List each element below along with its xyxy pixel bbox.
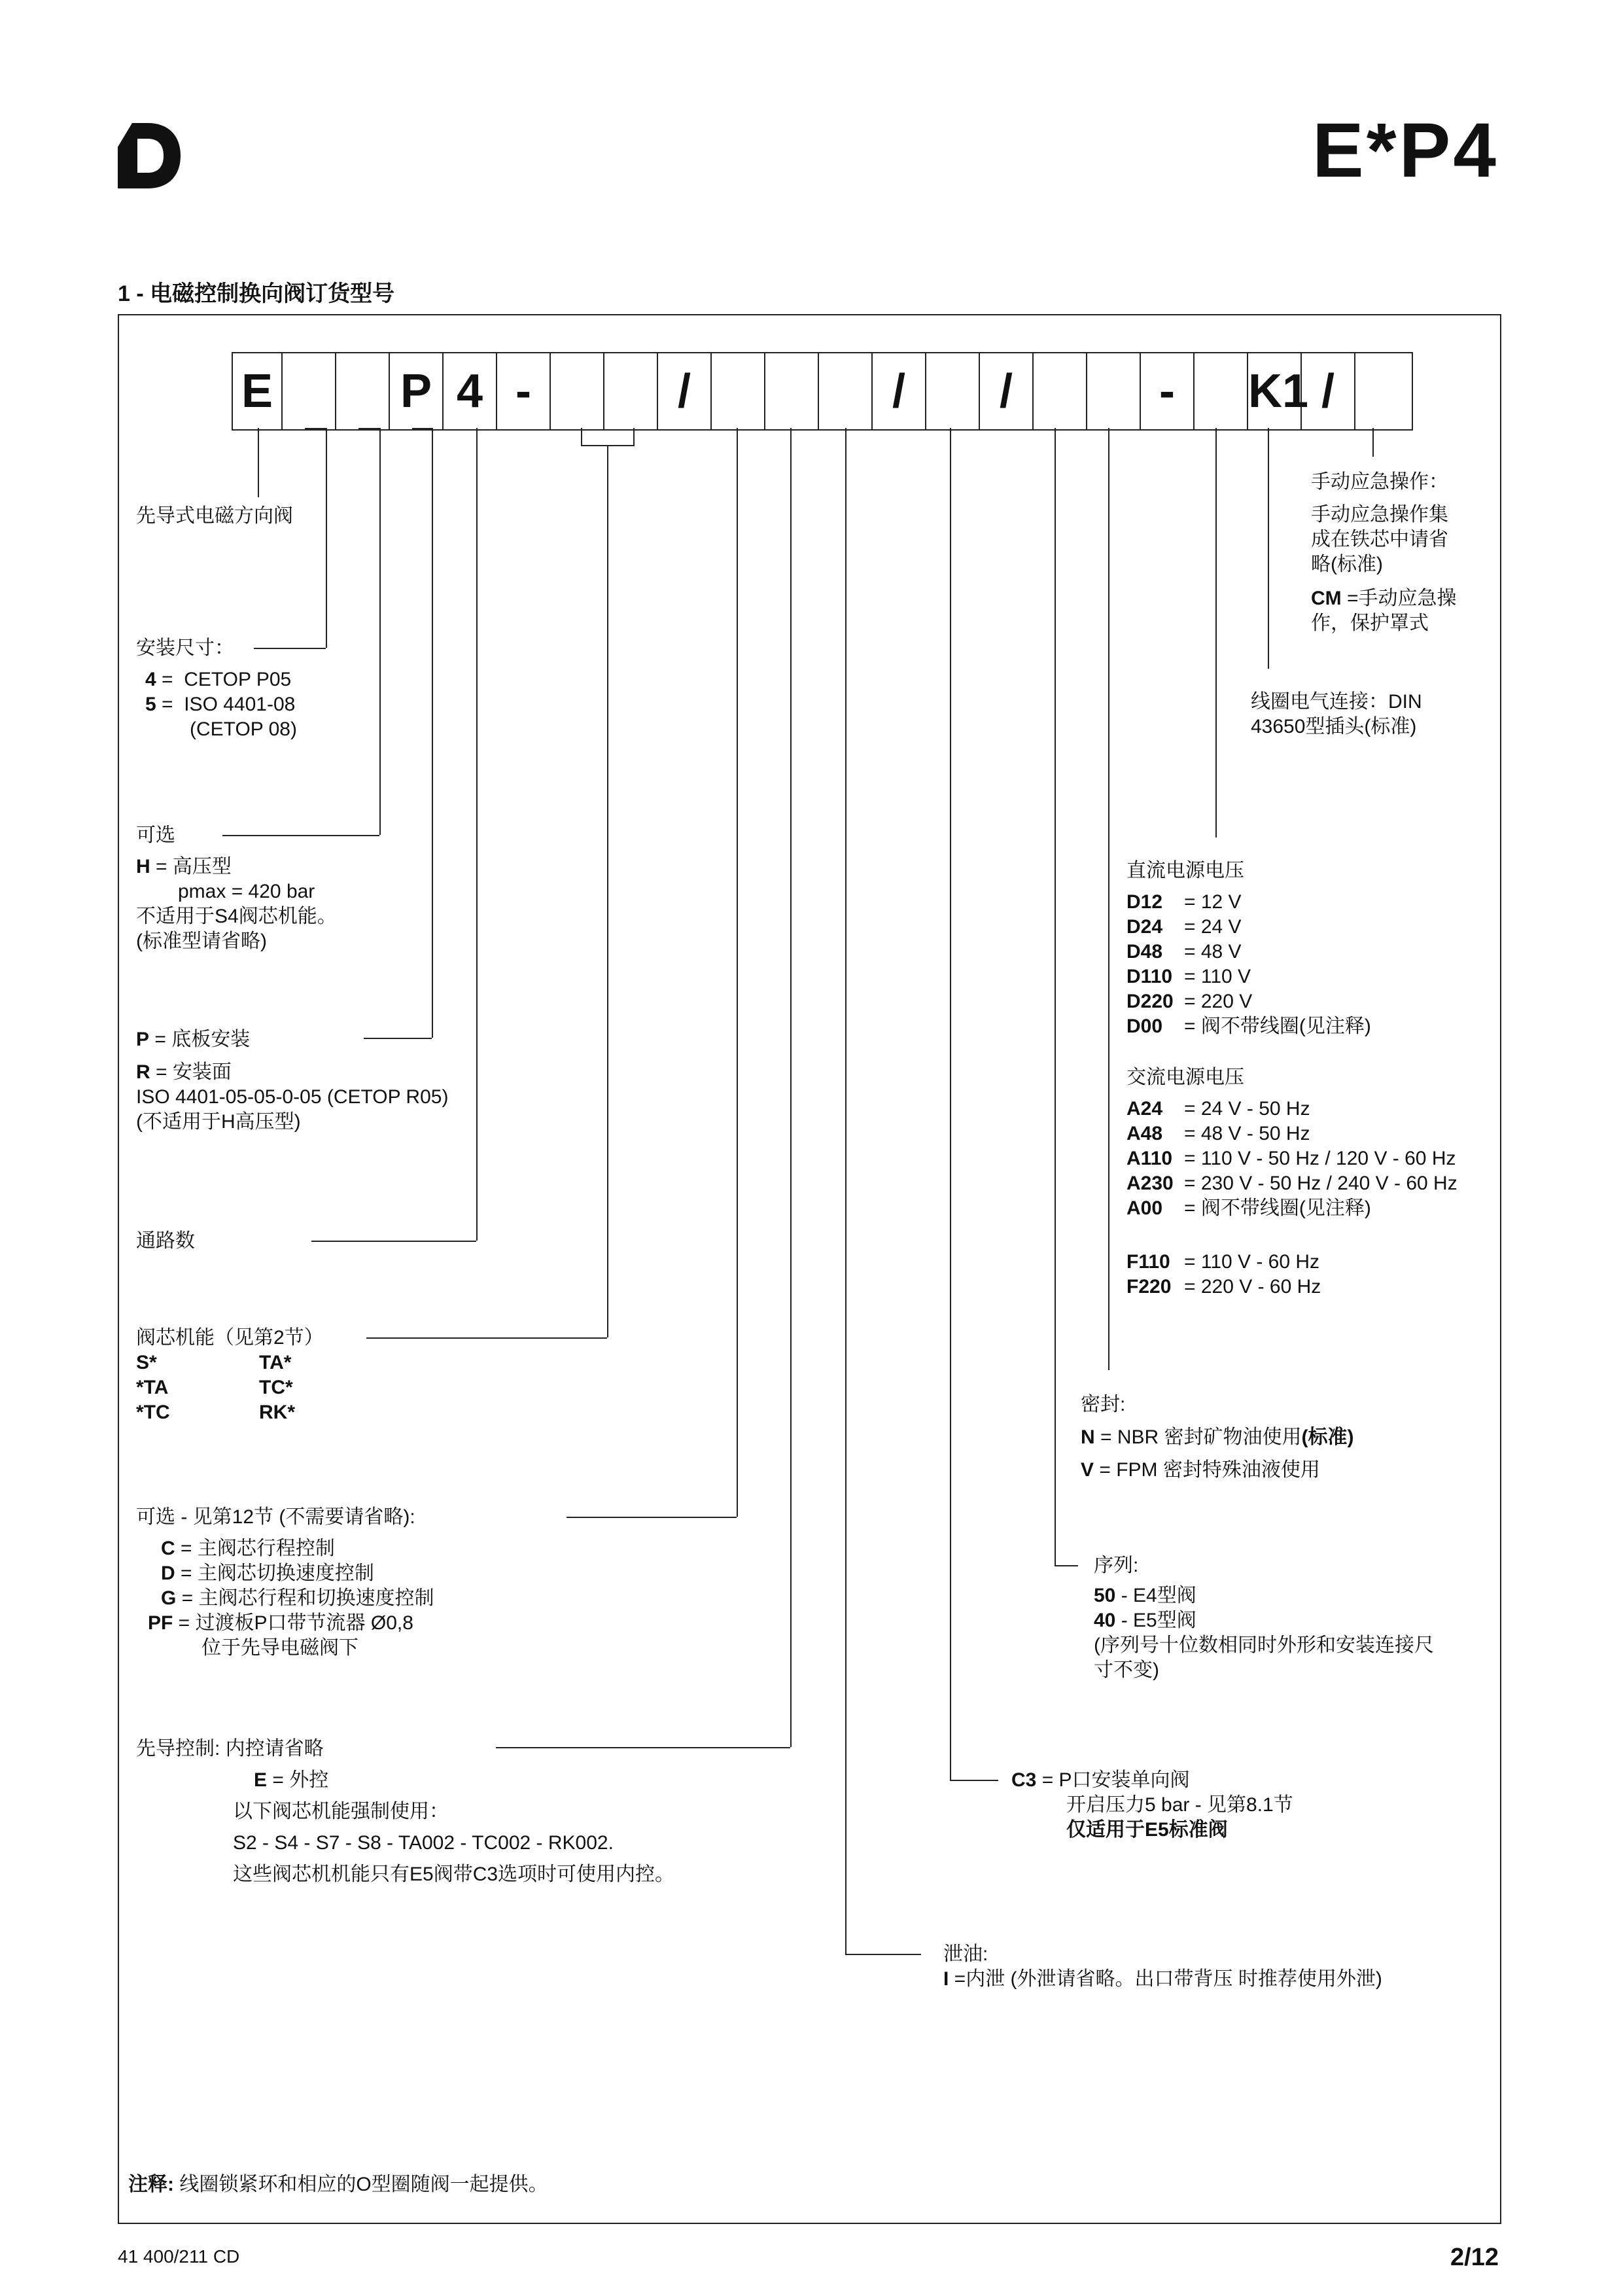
surface-option: R = 安装面: [136, 1061, 232, 1083]
code-cell: [926, 353, 980, 429]
mounting-list: 4 = CETOP P05 5 = ISO 4401-08 (CETOP 08): [145, 669, 297, 740]
connector-line: [950, 428, 951, 1780]
connector-line: [845, 428, 846, 1954]
connector-line: [412, 428, 432, 429]
connector-line: [432, 428, 433, 1038]
code-cell: [1087, 353, 1141, 429]
connector-line: [790, 428, 792, 1747]
connector-line: [567, 1517, 737, 1518]
hp-option: H = 高压型: [136, 856, 232, 877]
connector-line: [364, 1038, 432, 1039]
connector-line: [305, 428, 326, 429]
connector-line: [358, 428, 379, 429]
connector-line: [1055, 1565, 1078, 1566]
ac-list: A24 = 24 V - 50 Hz A48 = 48 V - 50 Hz A110 = 110 V - 50 Hz / 120 V - 60 Hz A230 = 230 V - 50 Hz / 240 V - 60 Hz A00 = 阀不带线圈(见注释): [1126, 1098, 1457, 1219]
optional-title: 可选: [136, 824, 175, 846]
connector-line: [366, 1337, 607, 1339]
connector-line: [607, 445, 608, 1337]
code-cell: [551, 353, 604, 429]
code-cell: -: [1141, 353, 1195, 429]
connector-line: [496, 1747, 790, 1748]
ac-title: 交流电源电压: [1126, 1067, 1244, 1088]
code-cell: /: [1302, 353, 1355, 429]
series-title: 序列:: [1094, 1555, 1139, 1576]
code-cell: [336, 353, 390, 429]
code-cell: [765, 353, 819, 429]
f-list: F110 = 110 V - 60 Hz F220 = 220 V - 60 Hz: [1126, 1251, 1321, 1298]
connector-line: [1372, 428, 1374, 457]
note: 注释: 线圈锁紧环和相应的O型圈随阀一起提供。: [128, 2174, 548, 2195]
connector-line: [1055, 428, 1056, 1565]
connector-line: [1268, 428, 1269, 669]
connector-line: [1108, 428, 1109, 1370]
seal-title: 密封:: [1081, 1394, 1126, 1415]
code-cell: K1: [1248, 353, 1302, 429]
code-cell: -: [497, 353, 551, 429]
connector-line: [222, 835, 379, 836]
connector-line: [254, 648, 326, 649]
connector-line: [1215, 428, 1217, 838]
connector-line: [737, 428, 738, 1517]
drain-option: I =内泄 (外泄请省略。出口带背压 时推荐使用外泄): [943, 1968, 1382, 1990]
dc-list: D12 = 12 V D24 = 24 V D48 = 48 V D110 = 110 V D220 = 220 V D00 = 阀不带线圈(见注释): [1126, 891, 1371, 1037]
connector-line: [950, 1780, 998, 1781]
code-cell: [819, 353, 873, 429]
code-cell: [604, 353, 658, 429]
code-cell: [1355, 353, 1408, 429]
code-cell: [712, 353, 765, 429]
code-cell: E: [233, 353, 283, 429]
ordering-code-bar: [232, 352, 1413, 431]
section-title: 1 - 电磁控制换向阀订货型号: [118, 281, 395, 306]
drain-title: 泄油:: [943, 1943, 988, 1965]
opt12-title: 可选 - 见第12节 (不需要请省略):: [136, 1506, 415, 1528]
coil-connection: 线圈电气连接：DIN: [1251, 691, 1422, 713]
ways-label: 通路数: [136, 1230, 195, 1252]
manual-title: 手动应急操作：: [1311, 471, 1448, 493]
pilot-control-title: 先导控制: 内控请省略: [136, 1738, 324, 1759]
mounting-title: 安装尺寸：: [136, 637, 234, 659]
code-cell: /: [873, 353, 926, 429]
code-cell: [283, 353, 336, 429]
document-number: 41 400/211 CD: [118, 2246, 240, 2267]
company-logo: [118, 123, 181, 188]
opt12-list: C = 主阀芯行程控制 D = 主阀芯切换速度控制 G = 主阀芯行程和切换速度控制 PF = 过渡板P口带节流器 Ø0,8 位于先导电磁阀下: [148, 1538, 434, 1659]
spool-title: 阀芯机能（见第2节）: [136, 1327, 324, 1349]
subplate-option: P = 底板安装: [136, 1029, 251, 1050]
code-cell: P: [390, 353, 444, 429]
page-number: 2/12: [1450, 2244, 1499, 2271]
connector-line: [379, 428, 381, 835]
product-code: E*P4: [1312, 107, 1499, 194]
code-cell: 4: [444, 353, 497, 429]
cm-option: CM =手动应急操: [1311, 588, 1457, 609]
code-cell: [1034, 353, 1087, 429]
connector-line: [258, 428, 259, 497]
connector-line: [311, 1241, 476, 1242]
code-cell: /: [658, 353, 712, 429]
connector-line: [326, 428, 327, 648]
code-cell: /: [980, 353, 1034, 429]
connector-line: [845, 1954, 921, 1955]
pilot-valve-label: 先导式电磁方向阀: [136, 505, 293, 527]
connector-line: [476, 428, 478, 1241]
dc-title: 直流电源电压: [1126, 860, 1244, 881]
code-cell: [1195, 353, 1248, 429]
c3-option: C3 = P口安装单向阀: [1011, 1769, 1190, 1791]
